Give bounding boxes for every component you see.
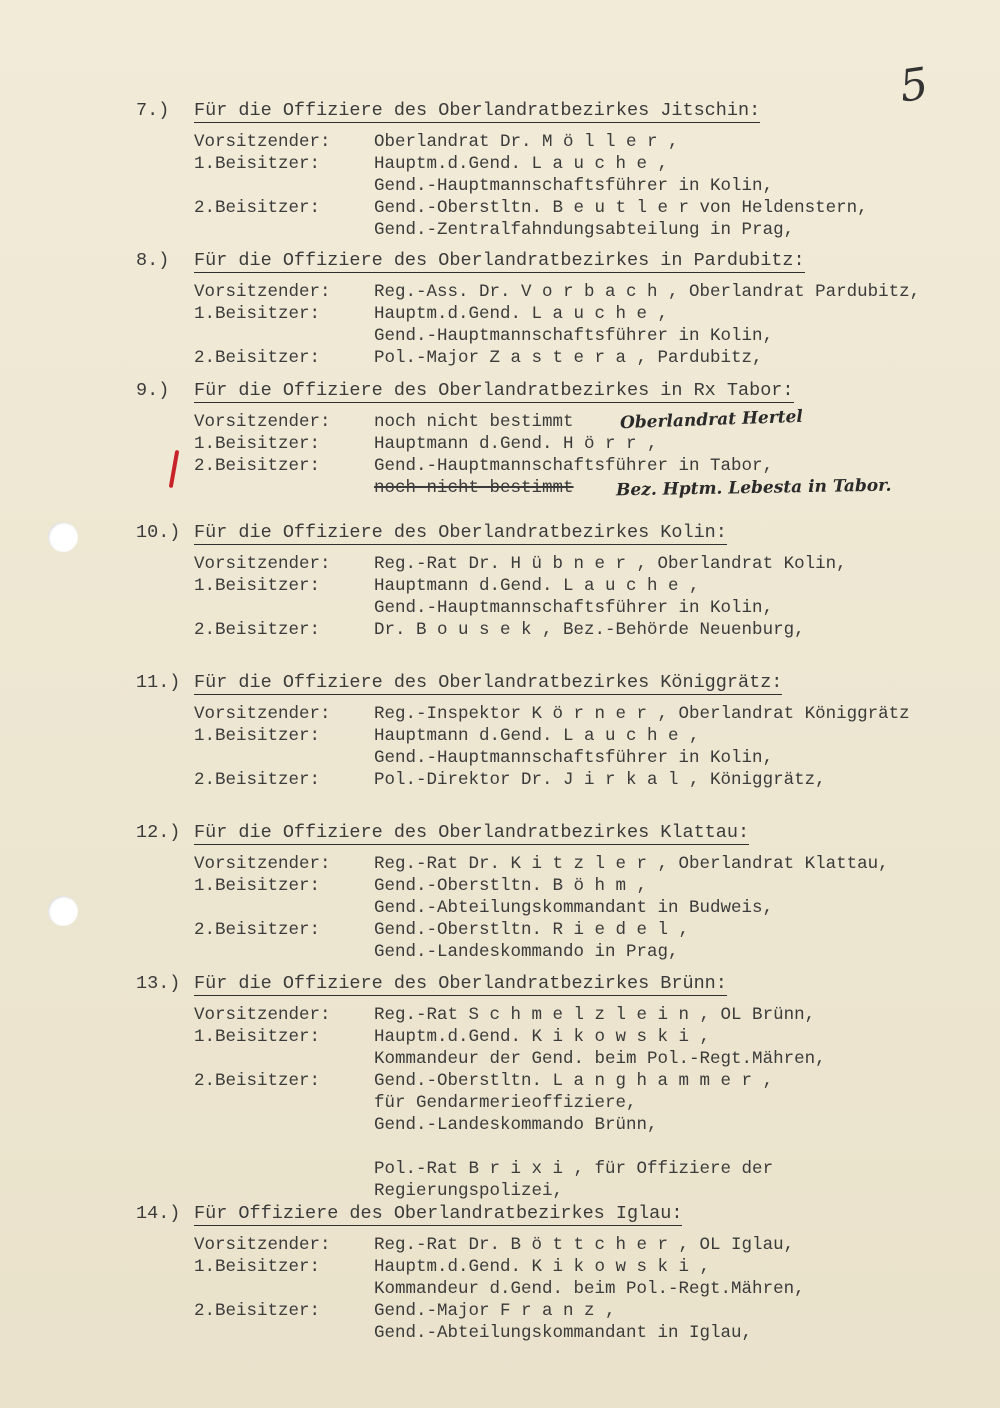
entry-row xyxy=(136,434,996,456)
entry-label: 1.Beisitzer: xyxy=(194,1027,321,1047)
entry-label: 1.Beisitzer: xyxy=(194,876,321,896)
section-number: 13.) xyxy=(136,973,181,994)
entry-row xyxy=(136,620,996,642)
entry-value: Gend.-Oberstltn. B e u t l e r von Heldenstern, xyxy=(374,198,868,218)
section-number: 7.) xyxy=(136,100,170,121)
entry-row xyxy=(136,554,996,576)
entry-row xyxy=(136,456,996,478)
entry-label: Vorsitzender: xyxy=(194,412,331,432)
entry-value: Gend.-Landeskommando in Prag, xyxy=(374,942,679,962)
entry-label: 1.Beisitzer: xyxy=(194,726,321,746)
entry-row xyxy=(136,1049,996,1071)
entry-value: Gend.-Abteilungskommandant in Iglau, xyxy=(374,1323,753,1343)
entry-row xyxy=(136,176,996,198)
entry-value: Reg.-Rat S c h m e l z l e i n , OL Brünn, xyxy=(374,1005,816,1025)
entry-row xyxy=(136,1181,996,1203)
entry-label: Vorsitzender: xyxy=(194,1235,331,1255)
section-title: Für Offiziere des Oberlandratbezirkes Iglau: xyxy=(194,1203,683,1224)
entry-label: 1.Beisitzer: xyxy=(194,304,321,324)
entry-row xyxy=(136,304,996,326)
entry-label: Vorsitzender: xyxy=(194,282,331,302)
entry-row xyxy=(136,348,996,370)
entry-value: Gend.-Landeskommando Brünn, xyxy=(374,1115,658,1135)
entry-value: Dr. B o u s e k , Bez.-Behörde Neuenburg, xyxy=(374,620,805,640)
entry-value: Reg.-Inspektor K ö r n e r , Oberlandrat Königgrätz xyxy=(374,704,910,724)
entry-label: Vorsitzender: xyxy=(194,854,331,874)
section-header xyxy=(136,100,996,124)
entry-value: Gend.-Hauptmannschaftsführer in Kolin, xyxy=(374,326,774,346)
section-title: Für die Offiziere des Oberlandratbezirkes Königgrätz: xyxy=(194,672,783,693)
entry-value: Regierungspolizei, xyxy=(374,1181,564,1201)
entry-value: Gend.-Hauptmannschaftsführer in Kolin, xyxy=(374,748,774,768)
section-title: Für die Offiziere des Oberlandratbezirkes Brünn: xyxy=(194,973,727,994)
entry-row xyxy=(136,282,996,304)
entry-label: 2.Beisitzer: xyxy=(194,920,321,940)
entry-value: Gend.-Major F r a n z , xyxy=(374,1301,616,1321)
entry-value: Gend.-Zentralfahndungsabteilung in Prag, xyxy=(374,220,795,240)
section-header xyxy=(136,522,996,546)
entry-row xyxy=(136,1279,996,1301)
section-number: 12.) xyxy=(136,822,181,843)
section-number: 8.) xyxy=(136,250,170,271)
entry-row xyxy=(136,1027,996,1049)
entry-label: 2.Beisitzer: xyxy=(194,348,321,368)
section-header xyxy=(136,250,996,274)
entry-label: 2.Beisitzer: xyxy=(194,770,321,790)
entry-value: Hauptmann d.Gend. H ö r r , xyxy=(374,434,658,454)
section-title: Für die Offiziere des Oberlandratbezirkes in Pardubitz: xyxy=(194,250,805,271)
entry-row xyxy=(136,1137,996,1159)
punch-hole xyxy=(48,522,78,552)
entry-row xyxy=(136,132,996,154)
section-number: 10.) xyxy=(136,522,181,543)
section-number: 9.) xyxy=(136,380,170,401)
entry-value: Hauptm.d.Gend. K i k o w s k i , xyxy=(374,1257,711,1277)
entry-row xyxy=(136,1005,996,1027)
entry-value: Gend.-Oberstltn. L a n g h a m m e r , xyxy=(374,1071,774,1091)
entry-label: 1.Beisitzer: xyxy=(194,154,321,174)
entry-row xyxy=(136,876,996,898)
entry-row xyxy=(136,704,996,726)
entry-row xyxy=(136,1115,996,1137)
section-title: Für die Offiziere des Oberlandratbezirkes Klattau: xyxy=(194,822,750,843)
entry-row xyxy=(136,1159,996,1181)
entry-value: Hauptmann d.Gend. L a u c h e , xyxy=(374,576,700,596)
entry-label: Vorsitzender: xyxy=(194,704,331,724)
entry-row xyxy=(136,576,996,598)
entry-value: Hauptm.d.Gend. L a u c h e , xyxy=(374,304,669,324)
entry-value: noch nicht bestimmt xyxy=(374,412,574,432)
entry-row xyxy=(136,898,996,920)
entry-row xyxy=(136,854,996,876)
entry-value: Hauptmann d.Gend. L a u c h e , xyxy=(374,726,700,746)
section-12 xyxy=(136,822,996,964)
entry-value: Gend.-Oberstltn. B ö h m , xyxy=(374,876,648,896)
section-number: 14.) xyxy=(136,1203,181,1224)
entry-value: Gend.-Oberstltn. R i e d e l , xyxy=(374,920,690,940)
entry-row xyxy=(136,920,996,942)
entry-value: Pol.-Major Z a s t e r a , Pardubitz, xyxy=(374,348,763,368)
handwritten-chair-note: Oberlandrat Hertel xyxy=(619,406,804,434)
entry-value: Reg.-Rat Dr. K i t z l e r , Oberlandrat Klattau, xyxy=(374,854,889,874)
entry-value: Hauptm.d.Gend. L a u c h e , xyxy=(374,154,669,174)
entry-row xyxy=(136,1235,996,1257)
entry-row xyxy=(136,1301,996,1323)
section-title: Für die Offiziere des Oberlandratbezirkes in Rx Tabor: xyxy=(194,380,794,401)
entry-row xyxy=(136,598,996,620)
entry-label: 1.Beisitzer: xyxy=(194,434,321,454)
entry-value: Gend.-Hauptmannschaftsführer in Kolin, xyxy=(374,176,774,196)
entry-value: Pol.-Rat B r i x i , für Offiziere der xyxy=(374,1159,774,1179)
entry-label: Vorsitzender: xyxy=(194,1005,331,1025)
entry-value: Gend.-Hauptmannschaftsführer in Tabor, xyxy=(374,456,774,476)
entry-value: Oberlandrat Dr. M ö l l e r , xyxy=(374,132,679,152)
entry-row xyxy=(136,726,996,748)
entry-value: Gend.-Abteilungskommandant in Budweis, xyxy=(374,898,774,918)
entry-value: Reg.-Ass. Dr. V o r b a c h , Oberlandrat Pardubitz, xyxy=(374,282,921,302)
section-header xyxy=(136,822,996,846)
entry-label: 1.Beisitzer: xyxy=(194,576,321,596)
entry-row xyxy=(136,1257,996,1279)
entry-row xyxy=(136,198,996,220)
entry-label: 2.Beisitzer: xyxy=(194,620,321,640)
entry-label: 2.Beisitzer: xyxy=(194,1071,321,1091)
entry-row xyxy=(136,748,996,770)
page-number: 5 xyxy=(896,58,932,113)
entry-value: für Gendarmerieoffiziere, xyxy=(374,1093,637,1113)
entry-value: noch nicht bestimmt xyxy=(374,478,574,498)
entry-row xyxy=(136,154,996,176)
entry-row xyxy=(136,326,996,348)
section-header xyxy=(136,380,996,404)
entry-row xyxy=(136,770,996,792)
entry-value: Hauptm.d.Gend. K i k o w s k i , xyxy=(374,1027,711,1047)
section-11 xyxy=(136,672,996,792)
section-14 xyxy=(136,1203,996,1345)
entry-label: Vorsitzender: xyxy=(194,132,331,152)
entry-label: 2.Beisitzer: xyxy=(194,1301,321,1321)
entry-value: Reg.-Rat Dr. B ö t t c h e r , OL Iglau, xyxy=(374,1235,795,1255)
entry-value: Kommandeur der Gend. beim Pol.-Regt.Mähren, xyxy=(374,1049,826,1069)
entry-label: Vorsitzender: xyxy=(194,554,331,574)
section-title: Für die Offiziere des Oberlandratbezirkes Kolin: xyxy=(194,522,727,543)
section-header xyxy=(136,1203,996,1227)
entry-row xyxy=(136,942,996,964)
section-10 xyxy=(136,522,996,642)
section-header xyxy=(136,973,996,997)
entry-row xyxy=(136,1071,996,1093)
entry-row xyxy=(136,1323,996,1345)
entry-row xyxy=(136,412,996,434)
handwritten-second-note: Bez. Hptm. Lebesta in Tabor. xyxy=(615,475,892,501)
entry-label: 2.Beisitzer: xyxy=(194,456,321,476)
entry-value: Pol.-Direktor Dr. J i r k a l , Königgrätz, xyxy=(374,770,826,790)
section-7 xyxy=(136,100,996,242)
entry-label: 1.Beisitzer: xyxy=(194,1257,321,1277)
section-header xyxy=(136,672,996,696)
entry-value: Reg.-Rat Dr. H ü b n e r , Oberlandrat Kolin, xyxy=(374,554,847,574)
section-title: Für die Offiziere des Oberlandratbezirkes Jitschin: xyxy=(194,100,761,121)
entry-value: Gend.-Hauptmannschaftsführer in Kolin, xyxy=(374,598,774,618)
entry-row xyxy=(136,1093,996,1115)
section-8 xyxy=(136,250,996,370)
section-13 xyxy=(136,973,996,1203)
entry-row xyxy=(136,220,996,242)
entry-value: Kommandeur d.Gend. beim Pol.-Regt.Mähren, xyxy=(374,1279,805,1299)
punch-hole xyxy=(48,896,78,926)
section-number: 11.) xyxy=(136,672,181,693)
entry-label: 2.Beisitzer: xyxy=(194,198,321,218)
section-9 xyxy=(136,380,996,500)
